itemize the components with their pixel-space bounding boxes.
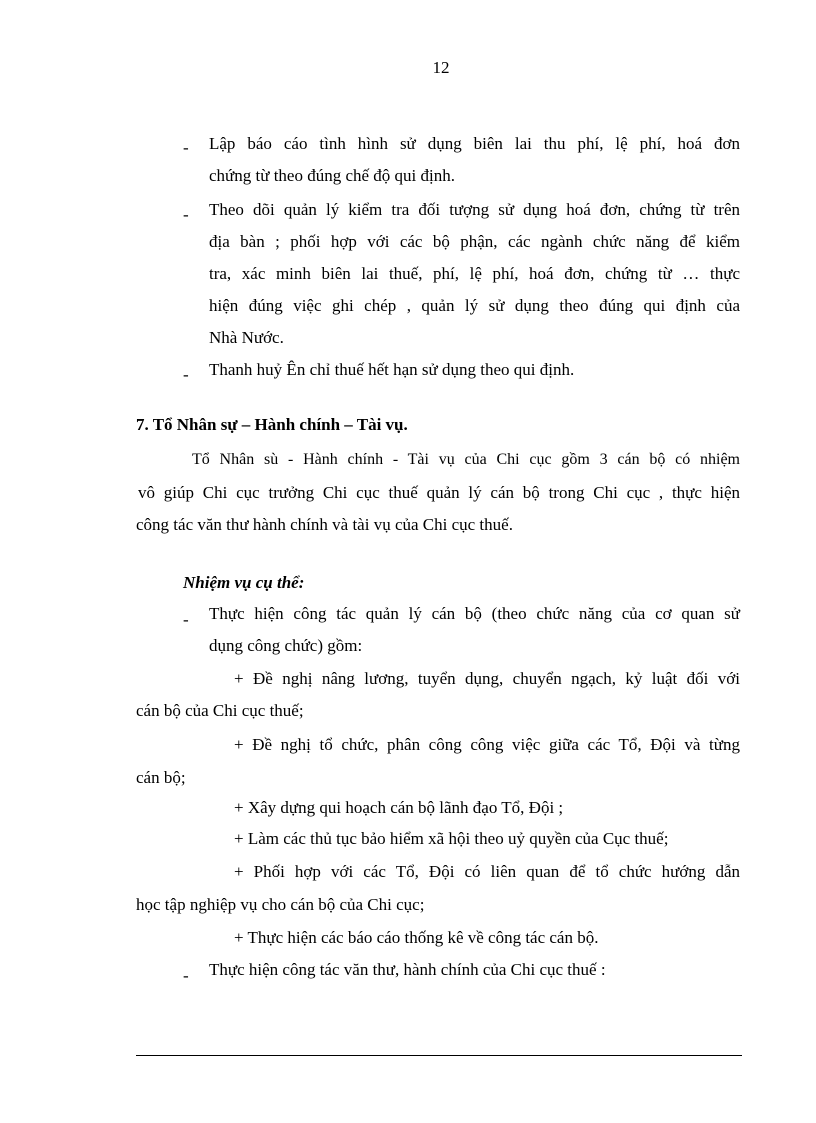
sub-item-3: + Xây dựng qui hoạch cán bộ lãnh đạo Tổ, Đội ; — [234, 798, 564, 817]
page-number: 12 — [432, 58, 450, 77]
bullet-dash: - — [183, 610, 189, 629]
task-1-line-2: dụng công chức) gồm: — [209, 636, 363, 655]
footer-divider — [136, 1055, 742, 1056]
sub-item-1-line-1: + Đề nghị nâng lương, tuyển dụng, chuyển ngạch, kỷ luật đối với — [234, 669, 740, 688]
sub-item-2-line-1: + Đề nghị tổ chức, phân công công việc giữa các Tổ, Đội và từng — [234, 735, 740, 754]
sub-item-4: + Làm các thủ tục bảo hiểm xã hội theo uỷ quyền của Cục thuế; — [234, 829, 669, 848]
sub-item-5-line-2: học tập nghiệp vụ cho cán bộ của Chi cục; — [136, 895, 425, 914]
bullet-3-line-1: Thanh huỷ Ên chỉ thuế hết hạn sử dụng theo qui định. — [209, 360, 575, 379]
intro-line-3: công tác văn thư hành chính và tài vụ của Chi cục thuế. — [136, 515, 513, 534]
bullet-2-line-1: Theo dõi quản lý kiểm tra đối tượng sử dụng hoá đơn, chứng từ trên — [209, 200, 740, 219]
bullet-1-line-2: chứng từ theo đúng chế độ qui định. — [209, 166, 456, 185]
sub-item-6: + Thực hiện các báo cáo thống kê về công tác cán bộ. — [234, 928, 599, 947]
task-2-line-1: Thực hiện công tác văn thư, hành chính của Chi cục thuế : — [209, 960, 606, 979]
bullet-1-line-1: Lập báo cáo tình hình sử dụng biên lai thu phí, lệ phí, hoá đơn — [209, 134, 740, 153]
sub-item-1-line-2: cán bộ của Chi cục thuế; — [136, 701, 304, 720]
bullet-2-line-4: hiện đúng việc ghi chép , quản lý sử dụng theo đúng qui định của — [209, 296, 740, 315]
bullet-2-line-5: Nhà Nước. — [209, 328, 284, 347]
bullet-dash: - — [183, 365, 189, 384]
sub-item-5-line-1: + Phối hợp với các Tổ, Đội có liên quan để tổ chức hướng dẫn — [234, 862, 740, 881]
bullet-dash: - — [183, 205, 189, 224]
sub-item-2-line-2: cán bộ; — [136, 768, 186, 787]
intro-line-2: vô giúp Chi cục trưởng Chi cục thuế quản lý cán bộ trong Chi cục , thực hiện — [138, 483, 740, 502]
bullet-2-line-3: tra, xác minh biên lai thuế, phí, lệ phí, hoá đơn, chứng từ … thực — [209, 264, 740, 283]
section-heading: 7. Tổ Nhân sự – Hành chính – Tài vụ. — [136, 415, 408, 434]
tasks-heading: Nhiệm vụ cụ thể: — [183, 573, 305, 592]
bullet-2-line-2: địa bàn ; phối hợp với các bộ phận, các ngành chức năng để kiểm — [209, 232, 740, 251]
task-1-line-1: Thực hiện công tác quản lý cán bộ (theo chức năng của cơ quan sử — [209, 604, 740, 623]
intro-line-1: Tổ Nhân sù - Hành chính - Tài vụ của Chi cục gồm 3 cán bộ có nhiệm — [192, 451, 740, 468]
bullet-dash: - — [183, 966, 189, 985]
bullet-dash: - — [183, 138, 189, 157]
